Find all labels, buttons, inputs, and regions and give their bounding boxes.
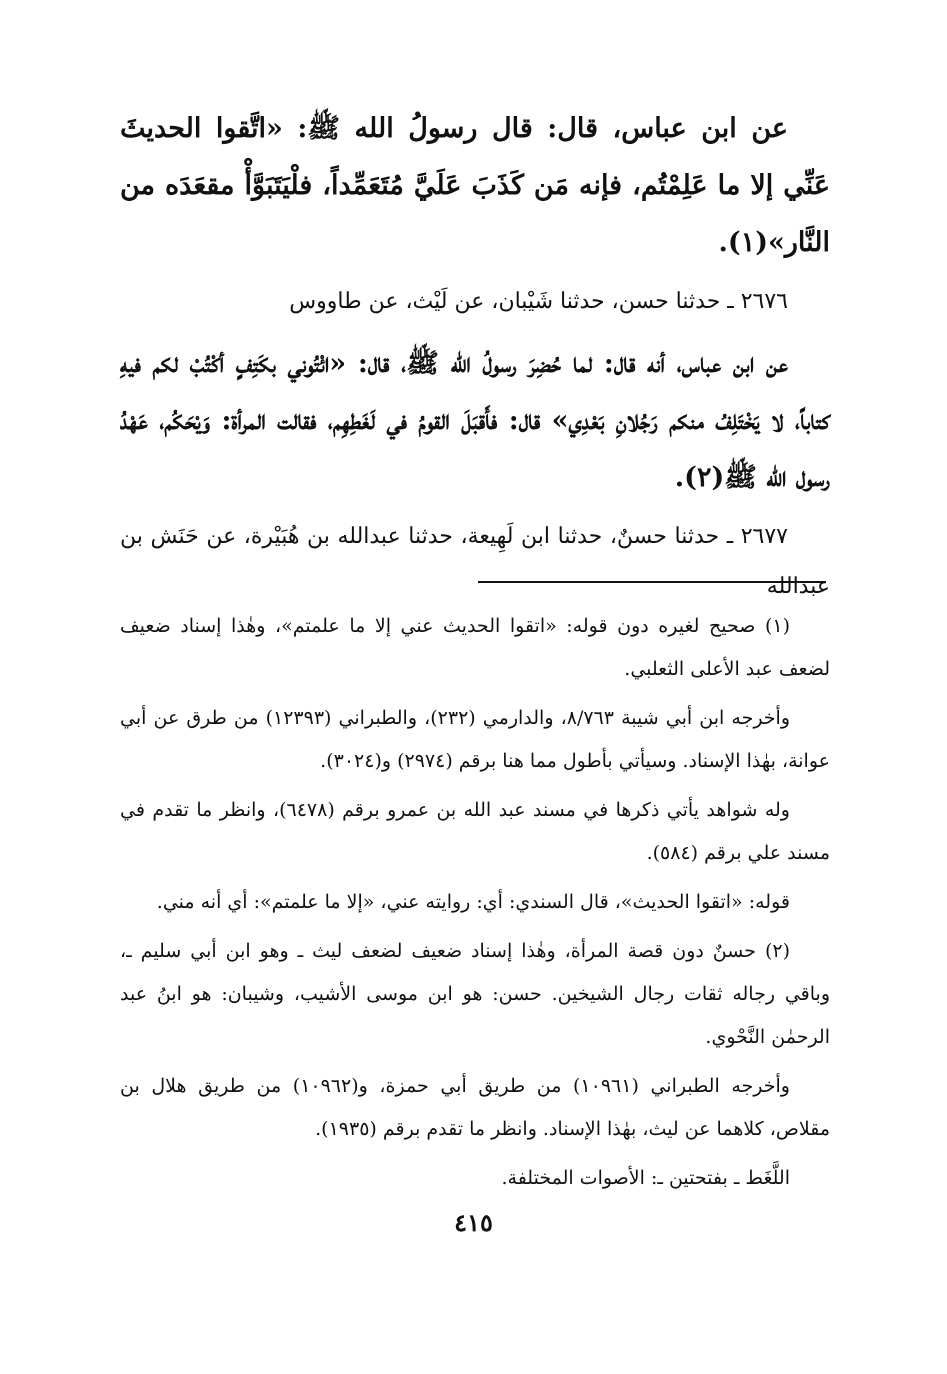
footnote-paragraph: اللَّغَط ـ بفتحتين ـ: الأصوات المختلفة. <box>501 1167 790 1189</box>
footnote-paragraph: (١) صحيح لغيره دون قوله: «اتقوا الحديث عني إلا ما علمتم»، وهٰذا إسناد ضعيف لضعف عبد الأعلى الثعلبي. <box>120 615 830 680</box>
footnote-paragraph: (٢) حسنٌ دون قصة المرأة، وهٰذا إسناد ضعيف لضعف ليث ـ وهو ابن أبي سليم ـ، وباقي رجاله ثقات رجال الشيخين. حسن: هو ابن موسى الأشيب، وشيبان: هو ابنُ عبد الرحمٰن النَّحْوي. <box>120 940 830 1048</box>
footnotes-block <box>120 605 830 1206</box>
page-number: ٤١٥ <box>454 1208 493 1237</box>
footnote-paragraph: وأخرجه ابن أبي شيبة ٨/٧٦٣، والدارمي (٢٣٢)، والطبراني (١٢٣٩٣) من طرق عن أبي عوانة، بهٰذا الإسناد. وسيأتي بأطول مما هنا برقم (٢٩٧٤) و(٣٠٢٤). <box>120 707 830 772</box>
main-text-block <box>120 100 830 620</box>
hadith-chain-2677: ٢٦٧٧ ـ حدثنا حسنٌ، حدثنا ابن لَهِيعة، حدثنا عبدالله بن هُبَيْرة، عن حَنَش بن عبدالله <box>120 524 830 599</box>
footnote-paragraph: قوله: «اتقوا الحديث»، قال السندي: أي: روايته عني، «إلا ما علمتم»: أي أنه مني. <box>156 891 790 913</box>
hadith-text-paragraph: عن ابن عباس، أنه قال: لما حُضِرَ رسولُ الله ﷺ، قال: «ائْتُوني بكَتِفٍ أكْتُبْ لكم فيهِ كتاباً، لا يَخْتَلِفُ منكم رَجُلانِ بَعْدِي» قال: فأَقبَلَ القومُ في لَغَطِهِم، فقالت المرأة: وَيْحَكُم، عَهْدُ رسول الله ﷺ(٢). <box>120 348 830 493</box>
hadith-text-paragraph: عن ابن عباس، قال: قال رسولُ الله ﷺ: «اتَّقوا الحديثَ عَنِّي إلا ما عَلِمْتُم، فإنه مَن كَذَبَ عَلَيَّ مُتَعَمِّداً، فلْيَتَبَوَّأْ مقعَدَه من النَّار»(١). <box>120 113 830 258</box>
footnote-paragraph: وأخرجه الطبراني (١٠٩٦١) من طريق أبي حمزة، و(١٠٩٦٢) من طريق هلال بن مقلاص، كلاهما عن ليث، بهٰذا الإسناد. وانظر ما تقدم برقم (١٩٣٥). <box>120 1075 830 1140</box>
footnote-paragraph: وله شواهد يأتي ذكرها في مسند عبد الله بن عمرو برقم (٦٤٧٨)، وانظر ما تقدم في مسند علي برقم (٥٨٤). <box>120 799 830 864</box>
hadith-chain-2676: ٢٦٧٦ ـ حدثنا حسن، حدثنا شَيْبان، عن لَيْث، عن طاووس <box>289 289 788 314</box>
footnote-separator <box>478 581 826 583</box>
